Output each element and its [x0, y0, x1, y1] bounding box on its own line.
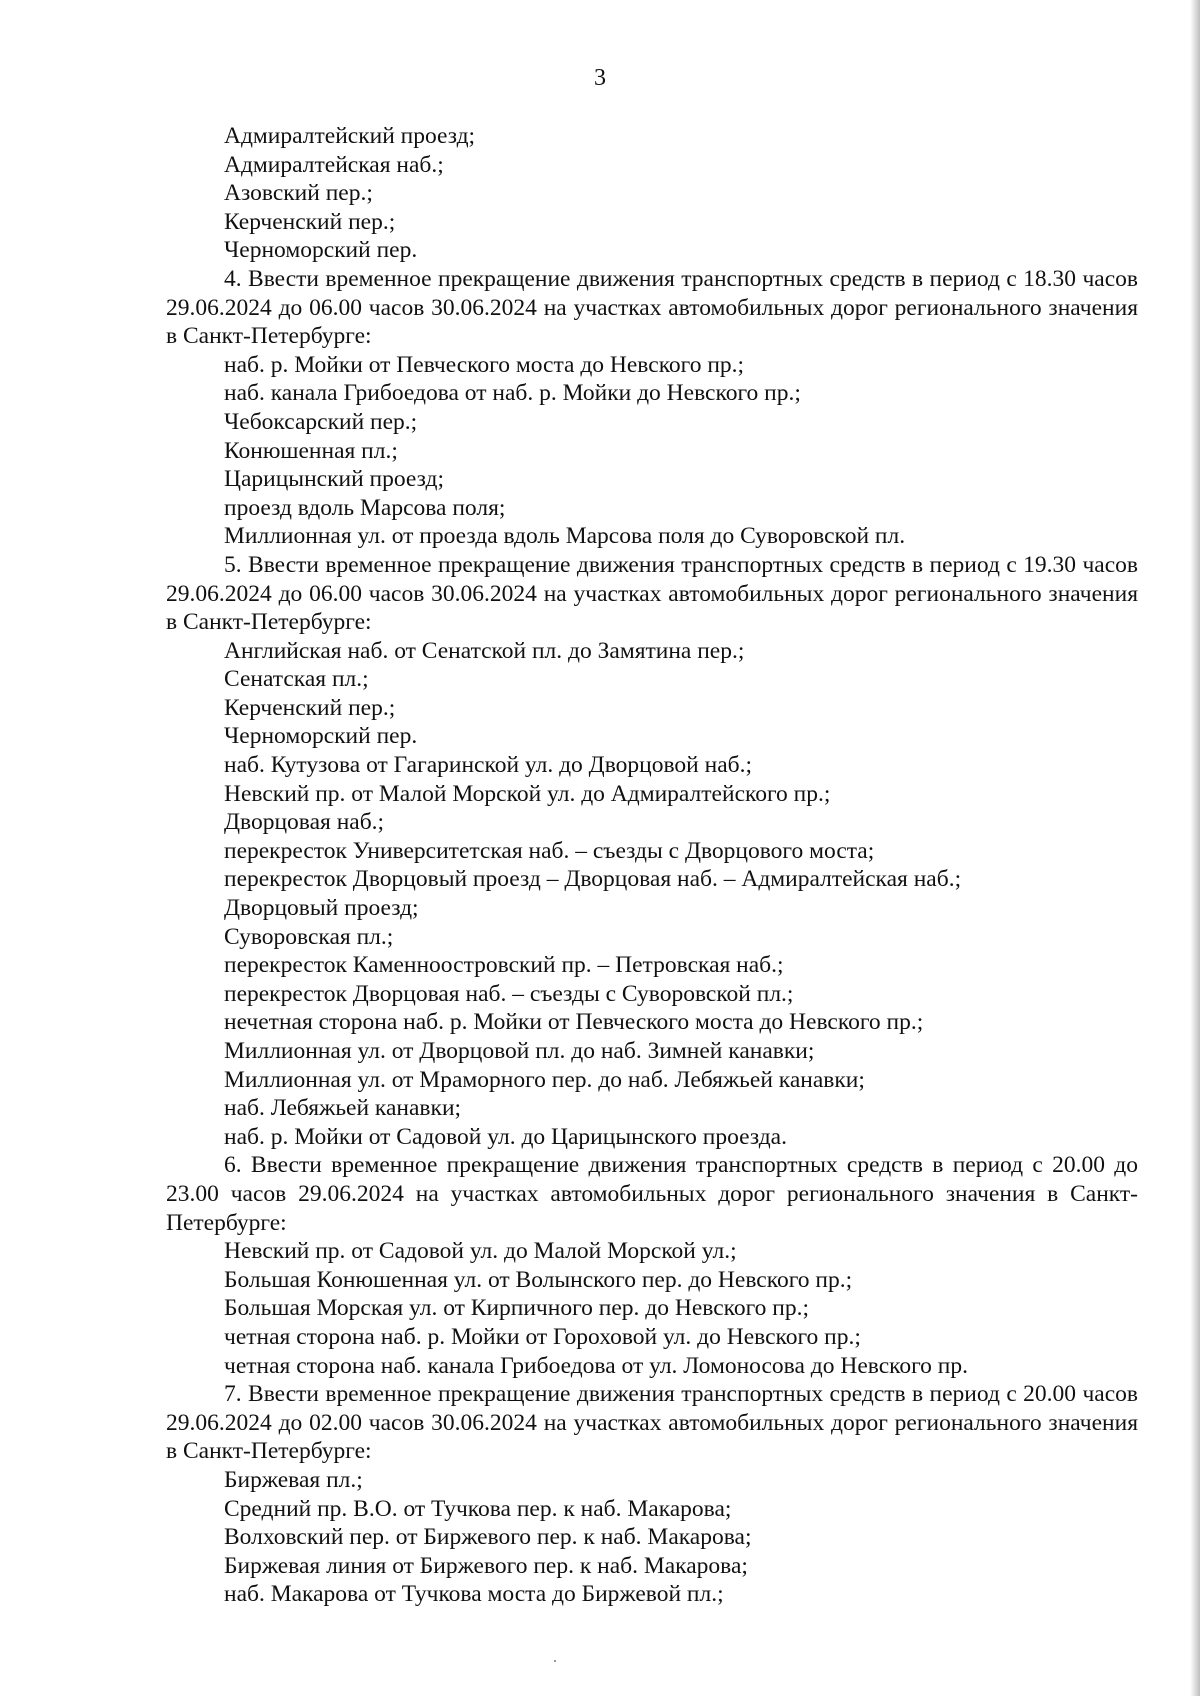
list-item: Миллионная ул. от Дворцовой пл. до наб. Зимней канавки; [224, 1038, 815, 1064]
list-item: Большая Морская ул. от Кирпичного пер. до Невского пр.; [224, 1295, 810, 1322]
list-item: Миллионная ул. от Мраморного пер. до наб. Лебяжьей канавки; [224, 1066, 865, 1093]
list-item: Азовский пер.; [224, 180, 373, 207]
list-item: наб. Кутузова от Гагаринской ул. до Дворцовой наб.; [224, 752, 752, 779]
list-item: Миллионная ул. от проезда вдоль Марсова поля до Суворовской пл. [224, 523, 906, 550]
list-item: Английская наб. от Сенатской пл. до Замятина пер.; [224, 637, 745, 664]
page-number: 3 [594, 65, 606, 91]
document-body [166, 122, 1138, 1609]
list-item: Волховский пер. от Биржевого пер. к наб. Макарова; [224, 1524, 752, 1551]
list-item: наб. р. Мойки от Садовой ул. до Царицынского проезда. [224, 1123, 787, 1150]
paragraph-6: 6. Ввести временное прекращение движения транспортных средств в период с 20.00 до 23.00 часов 29.06.2024 на участках автомобильных дорог регионального значения в Санкт-Петербурге: [166, 1152, 1138, 1236]
list-item: Средний пр. В.О. от Тучкова пер. к наб. Макарова; [224, 1495, 732, 1522]
list-item: перекресток Каменноостровский пр. – Петровская наб.; [224, 952, 784, 979]
scan-edge-shadow [1190, 0, 1200, 1696]
list-item: Большая Конюшенная ул. от Волынского пер. до Невского пр.; [224, 1266, 853, 1293]
list-item: Конюшенная пл.; [224, 437, 398, 464]
list-item: Керченский пер.; [224, 694, 396, 721]
list-item: Керченский пер.; [224, 208, 396, 235]
list-item: Черноморский пер. [224, 723, 418, 750]
paragraph-5: 5. Ввести временное прекращение движения транспортных средств в период с 19.30 часов 29.06.2024 до 06.00 часов 30.06.2024 на участках автомобильных дорог регионального значения в Санкт-Петербурге: [166, 551, 1138, 636]
paragraph-7: 7. Ввести временное прекращение движения транспортных средств в период с 20.00 часов 29.06.2024 до 02.00 часов 30.06.2024 на участках автомобильных дорог регионального значения в Санкт-Петербурге: [166, 1381, 1138, 1465]
list-item: наб. Макарова от Тучкова моста до Биржевой пл.; [224, 1581, 724, 1608]
list-item: перекресток Дворцовая наб. – съезды с Суворовской пл.; [224, 980, 794, 1007]
list-item: Сенатская пл.; [224, 666, 369, 693]
list-item: четная сторона наб. канала Грибоедова от ул. Ломоносова до Невского пр. [224, 1352, 968, 1379]
list-item: наб. р. Мойки от Певческого моста до Невского пр.; [224, 351, 745, 378]
list-item: нечетная сторона наб. р. Мойки от Певческого моста до Невского пр.; [224, 1009, 924, 1036]
list-item: Адмиралтейский проезд; [224, 123, 476, 149]
list-item: Дворцовый проезд; [224, 895, 419, 922]
list-item: наб. канала Грибоедова от наб. р. Мойки до Невского пр.; [224, 380, 801, 407]
paragraph-4: 4. Ввести временное прекращение движения транспортных средств в период с 18.30 часов 29.06.2024 до 06.00 часов 30.06.2024 на участках автомобильных дорог регионального значения в Санкт-Петербурге: [166, 265, 1138, 350]
list-item: Дворцовая наб.; [224, 809, 385, 836]
list-item: Биржевая линия от Биржевого пер. к наб. Макарова; [224, 1552, 748, 1579]
list-item: Черноморский пер. [224, 237, 418, 264]
list-item: перекресток Дворцовый проезд – Дворцовая наб. – Адмиралтейская наб.; [224, 866, 962, 893]
list-item: Суворовская пл.; [224, 923, 394, 950]
list-item: проезд вдоль Марсова поля; [224, 494, 506, 521]
list-item: Царицынский проезд; [224, 466, 444, 493]
list-item: Чебоксарский пер.; [224, 408, 418, 435]
list-item: Биржевая пл.; [224, 1466, 363, 1493]
list-item: Невский пр. от Малой Морской ул. до Адмиралтейского пр.; [224, 780, 831, 807]
list-item: наб. Лебяжьей канавки; [224, 1095, 462, 1122]
scan-speck [554, 1660, 556, 1662]
list-item: Невский пр. от Садовой ул. до Малой Морской ул.; [224, 1238, 737, 1265]
list-item: перекресток Университетская наб. – съезды с Дворцового моста; [224, 837, 875, 864]
list-item: Адмиралтейская наб.; [224, 151, 444, 178]
list-item: четная сторона наб. р. Мойки от Гороховой ул. до Невского пр.; [224, 1323, 861, 1350]
